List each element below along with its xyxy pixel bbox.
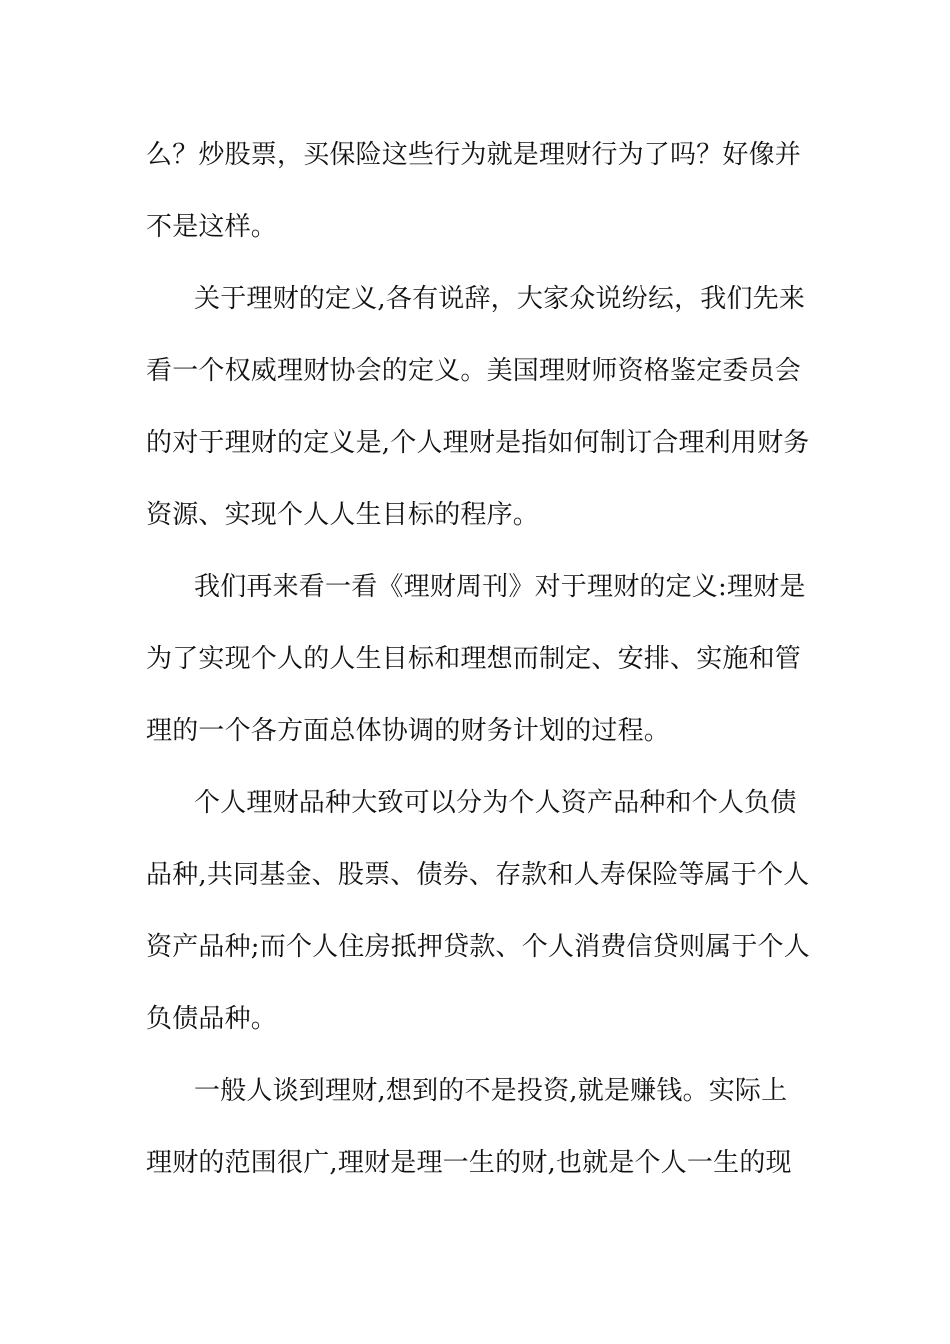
text-line-2: 不是这样。 <box>146 212 278 242</box>
paragraph-2-line-4: 资源、实现个人人生目标的程序。 <box>146 500 540 530</box>
paragraph-4-line-1: 个人理财品种大致可以分为个人资产品种和个人负债 <box>194 788 797 818</box>
text-line-1: 么？炒股票，买保险这些行为就是理财行为了吗？好像并 <box>146 140 802 170</box>
paragraph-4-line-4: 负债品种。 <box>146 1004 278 1034</box>
paragraph-4-line-2: 品种,共同基金、股票、债券、存款和人寿保险等属于个人 <box>146 860 810 890</box>
paragraph-5-line-2: 理财的范围很广,理财是理一生的财,也就是个人一生的现 <box>146 1148 792 1178</box>
paragraph-4-line-3: 资产品种;而个人住房抵押贷款、个人消费信贷则属于个人 <box>146 932 810 962</box>
paragraph-2-line-1: 关于理财的定义,各有说辞，大家众说纷纭，我们先来 <box>194 284 806 314</box>
paragraph-2-line-3: 的对于理财的定义是,个人理财是指如何制订合理利用财务 <box>146 428 810 458</box>
paragraph-5-line-1: 一般人谈到理财,想到的不是投资,就是赚钱。实际上 <box>194 1076 788 1106</box>
paragraph-3-line-3: 理的一个各方面总体协调的财务计划的过程。 <box>146 716 671 746</box>
paragraph-3-line-1: 我们再来看一看《理财周刊》对于理财的定义:理财是 <box>194 572 806 602</box>
paragraph-2-line-2: 看一个权威理财协会的定义。美国理财师资格鉴定委员会 <box>146 356 802 386</box>
paragraph-3-line-2: 为了实现个人的人生目标和理想而制定、安排、实施和管 <box>146 644 802 674</box>
